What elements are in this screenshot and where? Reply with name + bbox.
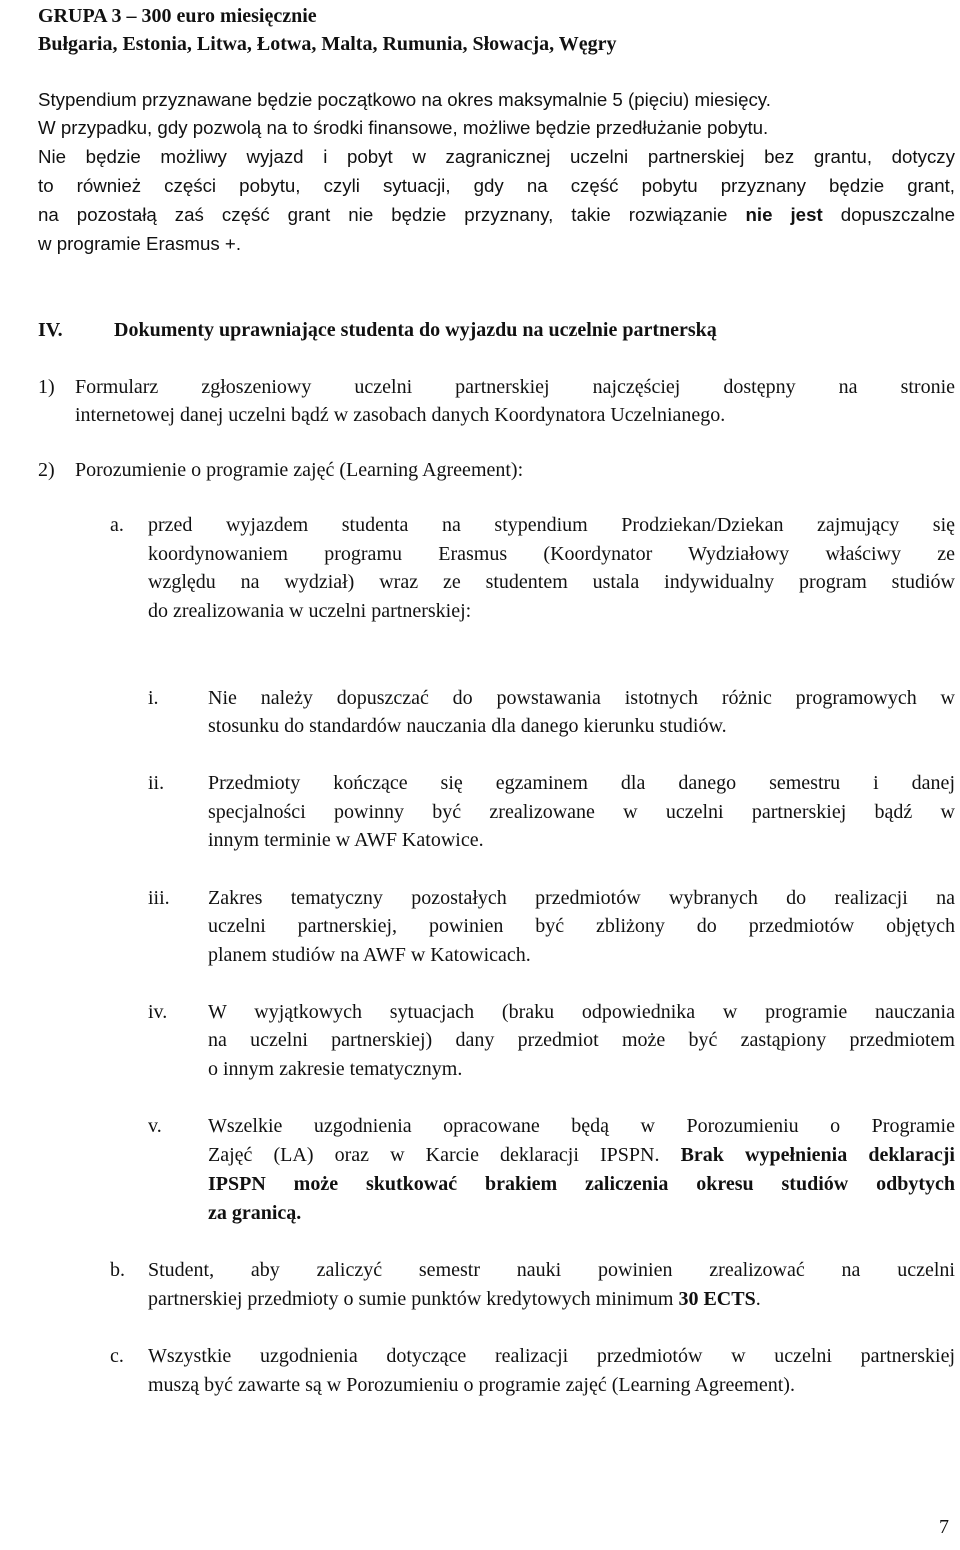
stipend-line-5-post: dopuszczalne: [822, 204, 955, 225]
roman-iv-line-1: W wyjątkowych sytuacjach (braku odpowiednika w programie nauczania: [208, 1001, 955, 1023]
sub-a-line-3: względu na wydział) wraz ze studentem ustala indywidualny program studiów: [148, 571, 955, 593]
stipend-line-5-pre: na pozostałą zaś część grant nie będzie przyznany, takie rozwiązanie: [38, 204, 746, 225]
sub-a-letter: a.: [110, 514, 124, 536]
sub-b-line-1: Student, aby zaliczyć semestr nauki powinien zrealizować na uczelni: [148, 1259, 955, 1281]
sub-b-line-2-pre: partnerskiej przedmioty o sumie punktów kredytowych minimum: [148, 1288, 679, 1310]
roman-i-line-2: stosunku do standardów nauczania dla danego kierunku studiów.: [208, 715, 727, 737]
section-title: Dokumenty uprawniające studenta do wyjazdu na uczelnie partnerską: [114, 319, 717, 341]
item-1-line-2: internetowej danej uczelni bądź w zasobach danych Koordynatora Uczelnianego.: [75, 404, 726, 426]
group-title: GRUPA 3 – 300 euro miesięcznie: [38, 5, 317, 27]
sub-c-letter: c.: [110, 1345, 124, 1367]
roman-v-line-4: za granicą.: [208, 1202, 302, 1224]
roman-ii-line-3: innym terminie w AWF Katowice.: [208, 829, 484, 851]
stipend-line-3: Nie będzie możliwy wyjazd i pobyt w zagranicznej uczelni partnerskiej bez grantu, dotyczy: [38, 146, 955, 167]
sub-a-line-1: przed wyjazdem studenta na stypendium Prodziekan/Dziekan zajmujący się: [148, 514, 955, 536]
roman-i-number: i.: [148, 687, 159, 709]
roman-v-line-3: IPSPN może skutkować brakiem zaliczenia okresu studiów odbytych: [208, 1173, 955, 1195]
stipend-line-6: w programie Erasmus +.: [38, 233, 242, 254]
roman-iv-number: iv.: [148, 1001, 168, 1023]
roman-iii-line-2: uczelni partnerskiej, powinien być zbliżony do przedmiotów objętych: [208, 915, 955, 937]
roman-v-line-2-pre: Zajęć (LA) oraz w Karcie deklaracji IPSPN.: [208, 1144, 681, 1166]
roman-iii-line-1: Zakres tematyczny pozostałych przedmiotów wybranych do realizacji na: [208, 887, 955, 909]
sub-b-line-2-post: .: [755, 1288, 761, 1310]
roman-i-line-1: Nie należy dopuszczać do powstawania istotnych różnic programowych w: [208, 687, 955, 709]
roman-iv-line-3: o innym zakresie tematycznym.: [208, 1058, 463, 1080]
sub-a-line-4: do zrealizowania w uczelni partnerskiej:: [148, 600, 472, 622]
stipend-line-4: to również części pobytu, czyli sytuacji, gdy na część pobytu przyznany będzie grant,: [38, 175, 955, 196]
roman-ii-line-1: Przedmioty kończące się egzaminem dla danego semestru i danej: [208, 772, 955, 794]
roman-iv-line-2: na uczelni partnerskiej) dany przedmiot może być zastąpiony przedmiotem: [208, 1029, 955, 1051]
item-2-number: 2): [38, 459, 55, 481]
roman-v-line-2: [208, 1141, 955, 1169]
page-number: 7: [939, 1516, 949, 1538]
roman-v-line-2-bold: Brak wypełnienia deklaracji: [680, 1144, 955, 1166]
stipend-line-5: [38, 201, 955, 229]
roman-ii-number: ii.: [148, 772, 165, 794]
sub-b-ects: 30 ECTS: [678, 1288, 756, 1310]
item-1-number: 1): [38, 376, 55, 398]
sub-a-line-2: koordynowaniem programu Erasmus (Koordynator Wydziałowy właściwy ze: [148, 543, 955, 565]
sub-c-line-1: Wszystkie uzgodnienia dotyczące realizacji przedmiotów w uczelni partnerskiej: [148, 1345, 955, 1367]
roman-v-line-1: Wszelkie uzgodnienia opracowane będą w Porozumieniu o Programie: [208, 1115, 955, 1137]
item-2-text: Porozumienie o programie zajęć (Learning Agreement):: [75, 459, 524, 481]
roman-v-number: v.: [148, 1115, 162, 1137]
sub-c-line-2: muszą być zawarte są w Porozumieniu o programie zajęć (Learning Agreement).: [148, 1374, 795, 1396]
sub-b-letter: b.: [110, 1259, 125, 1281]
sub-b-line-2: [148, 1285, 761, 1313]
group-countries: Bułgaria, Estonia, Litwa, Łotwa, Malta, Rumunia, Słowacja, Węgry: [38, 33, 617, 55]
roman-ii-line-2: specjalności powinny być zrealizowane w uczelni partnerskiej bądź w: [208, 801, 955, 823]
stipend-line-1: Stypendium przyznawane będzie początkowo na okres maksymalnie 5 (pięciu) miesięcy.: [38, 89, 771, 110]
item-1-line-1: Formularz zgłoszeniowy uczelni partnerskiej najczęściej dostępny na stronie: [75, 376, 955, 398]
section-number: IV.: [38, 319, 63, 341]
stipend-not-allowed: nie jest: [745, 204, 823, 225]
stipend-line-2: W przypadku, gdy pozwolą na to środki finansowe, możliwe będzie przedłużanie pobytu.: [38, 117, 769, 138]
roman-iii-number: iii.: [148, 887, 170, 909]
roman-iii-line-3: planem studiów na AWF w Katowicach.: [208, 944, 531, 966]
